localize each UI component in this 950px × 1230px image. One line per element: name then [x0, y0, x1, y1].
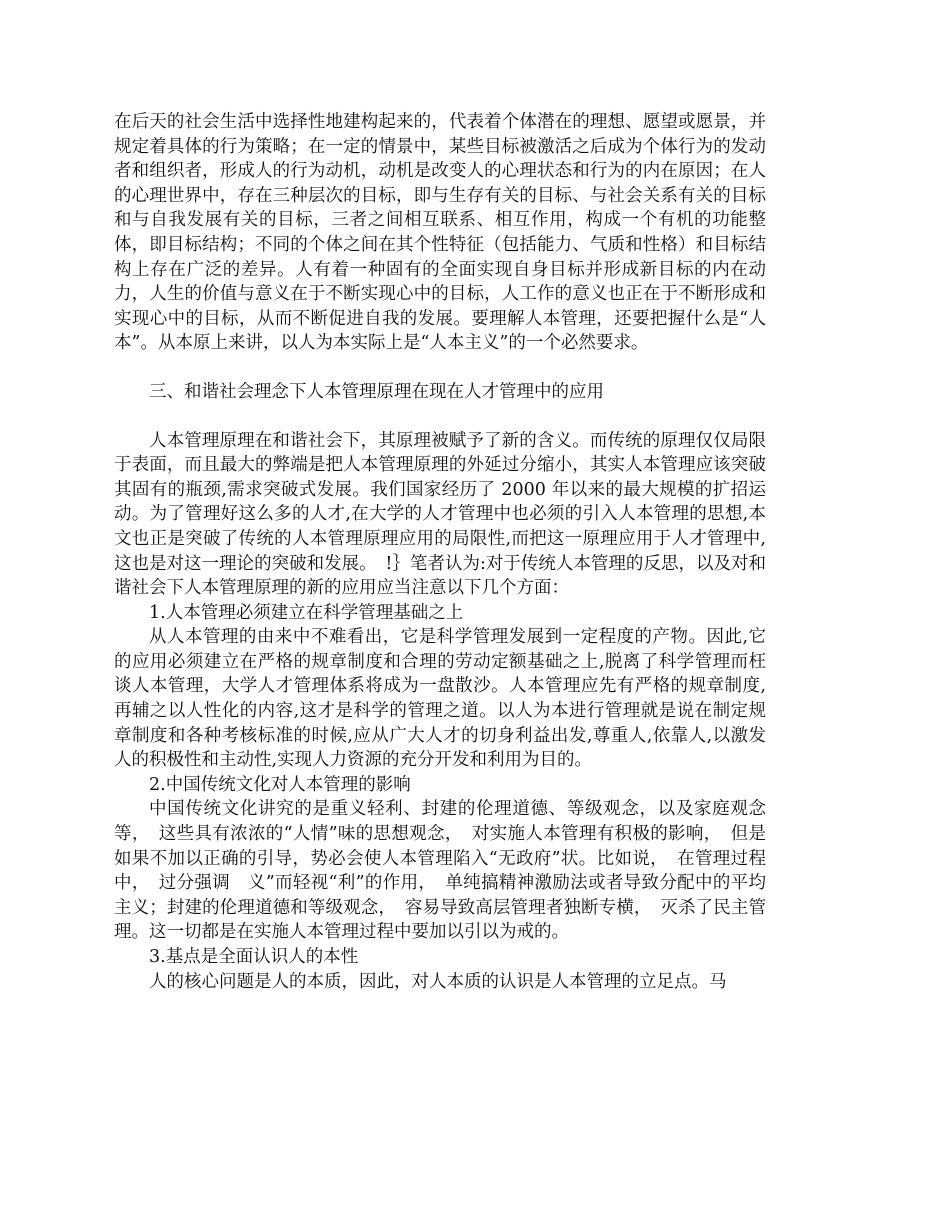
point-1-title: 1.人本管理必须建立在科学管理基础之上 — [149, 602, 464, 623]
point-2-body: 中国传统文化讲究的是重义轻利、封建的伦理道德、等级观念，以及家庭观念等， 这些具有浓浓的“人情”味的思想观念， 对实施人本管理有积极的影响， 但是如果不加以正确的引导，势必会使人本管理陷入“无政府”状。比如说， 在管理过程中， 过分强调 义”而轻视“利”的作用， 单纯搞精神激励法或者导致分配中的平均主义；封建的伦理道德和等级观念， 容易导致高层管理者独断专横， 灭杀了民主管理。这一切都是在实施人本管理过程中要加以引以为戒的。 — [114, 799, 766, 943]
section-heading: 三、和谐社会理念下人本管理原理在现在人才管理中的应用 — [149, 381, 604, 402]
document-page — [114, 110, 766, 994]
intro-paragraph: 在后天的社会生活中选择性地建构起来的，代表着个体潜在的理想、愿望或愿景，并规定着具体的行为策略；在一定的情景中，某些目标被激活之后成为个体行为的发动者和组织者，形成人的行为动机，动机是改变人的心理状态和行为的内在原因；在人的心理世界中，存在三种层次的目标，即与生存有关的目标、与社会关系有关的目标和与自我发展有关的目标，三者之间相互联系、相互作用，构成一个有机的功能整体，即目标结构；不同的个体之间在其个性特征（包括能力、气质和性格）和目标结构上存在广泛的差异。人有着一种固有的全面实现自身目标并形成新目标的内在动力，人生的价值与意义在于不断实现心中的目标，人工作的意义也正在于不断形成和实现心中的目标，从而不断促进自我的发展。要理解人本管理，还要把握什么是“人本”。从本原上来讲，以人为本实际上是“人本主义”的一个必然要求。 — [114, 112, 766, 354]
section-intro-paragraph: 人本管理原理在和谐社会下，其原理被赋予了新的含义。而传统的原理仅仅局限于表面，而且最大的弊端是把人本管理原理的外延过分缩小，其实人本管理应该突破其固有的瓶颈,需求突破式发展。我们国家经历了 2000 年以来的最大规模的扩招运动。为了管理好这么多的人才,在大学的人才管理中也必须的引入人本管理的思想,本文也正是突破了传统的人本管理原理应用的局限性,而把这一原理应用于人才管理中,这也是对这一理论的突破和发展。 !｝笔者认为:对于传统人本管理的反思，以及对和谐社会下人本管理原理的新的应用应当注意以下几个方面： — [114, 430, 766, 599]
point-3-title: 3.基点是全面认识人的本性 — [149, 947, 359, 967]
point-1-body: 从人本管理的由来中不难看出，它是科学管理发展到一定程度的产物。因此,它的应用必须建立在严格的规章制度和合理的劳动定额基础之上,脱离了科学管理而枉谈人本管理，大学人才管理体系将成为一盘散沙。人本管理应先有严格的规章制度,再辅之以人性化的内容,这才是科学的管理之道。以人为本进行管理就是说在制定规章制度和各种考核标准的时候,应从广大人才的切身利益出发,尊重人,依靠人,以激发人的积极性和主动性,实现人力资源的充分开发和利用为目的。 — [114, 627, 766, 771]
point-3-body: 人的核心问题是人的本质，因此，对人本质的认识是人本管理的立足点。马 — [149, 971, 727, 992]
point-2-title: 2.中国传统文化对人本管理的影响 — [149, 774, 411, 795]
